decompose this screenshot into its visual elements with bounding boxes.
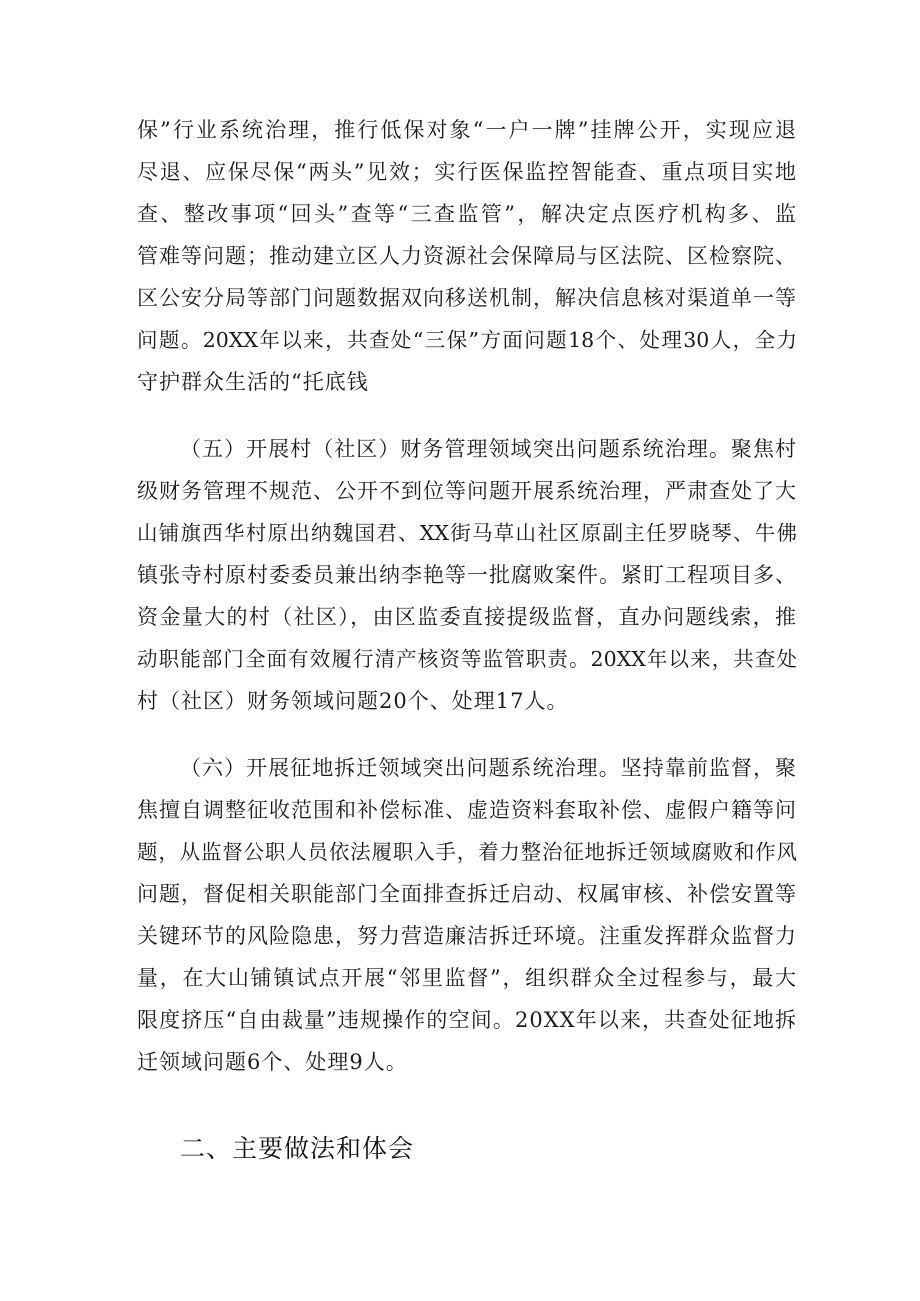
text-line: 区公安分局等部门问题数据双向移送机制，解决信息核对渠道单一等	[137, 286, 797, 310]
text-line: 关键环节的风险隐患，努力营造廉洁拆迁环境。注重发挥群众监督力	[137, 924, 797, 948]
text-line: 守护群众生活的“托底钱	[137, 370, 369, 394]
text-line: 资金量大的村（社区），由区监委直接提级监督，直办问题线索，推	[137, 605, 797, 629]
text-line: 量，在大山铺镇试点开展“邻里监督”，组织群众全过程参与，最大	[137, 966, 797, 990]
text-line: 镇张寺村原村委委员兼出纳李艳等一批腐败案件。紧盯工程项目多、	[137, 563, 797, 587]
text-line: 焦擅自调整征收范围和补偿标准、虚造资料套取补偿、虚假户籍等问	[137, 798, 797, 822]
text-line: 保”行业系统治理，推行低保对象“一户一牌”挂牌公开，实现应退	[137, 118, 797, 142]
text-line: 级财务管理不规范、公开不到位等问题开展系统治理，严肃查处了大	[137, 479, 797, 503]
text-line: （五）开展村（社区）财务管理领域突出问题系统治理。聚焦村	[180, 437, 797, 461]
text-line: 问题，督促相关职能部门全面排查拆迁启动、权属审核、补偿安置等	[137, 882, 797, 906]
text-line: 管难等问题；推动建立区人力资源社会保障局与区法院、区检察院、	[137, 244, 797, 268]
text-line: 村（社区）财务领域问题20个、处理17人。	[137, 689, 569, 713]
text-line: （六）开展征地拆迁领域突出问题系统治理。坚持靠前监督，聚	[180, 756, 797, 780]
text-line: 动职能部门全面有效履行清产核资等监管职责。20XX年以来，共查处	[137, 647, 797, 671]
text-line: 问题。20XX年以来，共查处“三保”方面问题18个、处理30人，全力	[137, 328, 797, 352]
text-line: 限度挤压“自由裁量”违规操作的空间。20XX年以来，共查处征地拆	[137, 1008, 797, 1032]
text-line: 查、整改事项“回头”查等“三查监管”，解决定点医疗机构多、监	[137, 202, 797, 226]
text-line: 山铺旗西华村原出纳魏国君、XX街马草山社区原副主任罗晓琴、牛佛	[137, 521, 797, 545]
section-heading: 二、主要做法和体会	[180, 1134, 415, 1163]
text-line: 迁领域问题6个、处理9人。	[137, 1050, 408, 1074]
text-line: 尽退、应保尽保“两头”见效；实行医保监控智能查、重点项目实地	[137, 160, 797, 184]
text-line: 题，从监督公职人员依法履职入手，着力整治征地拆迁领域腐败和作风	[137, 840, 797, 864]
